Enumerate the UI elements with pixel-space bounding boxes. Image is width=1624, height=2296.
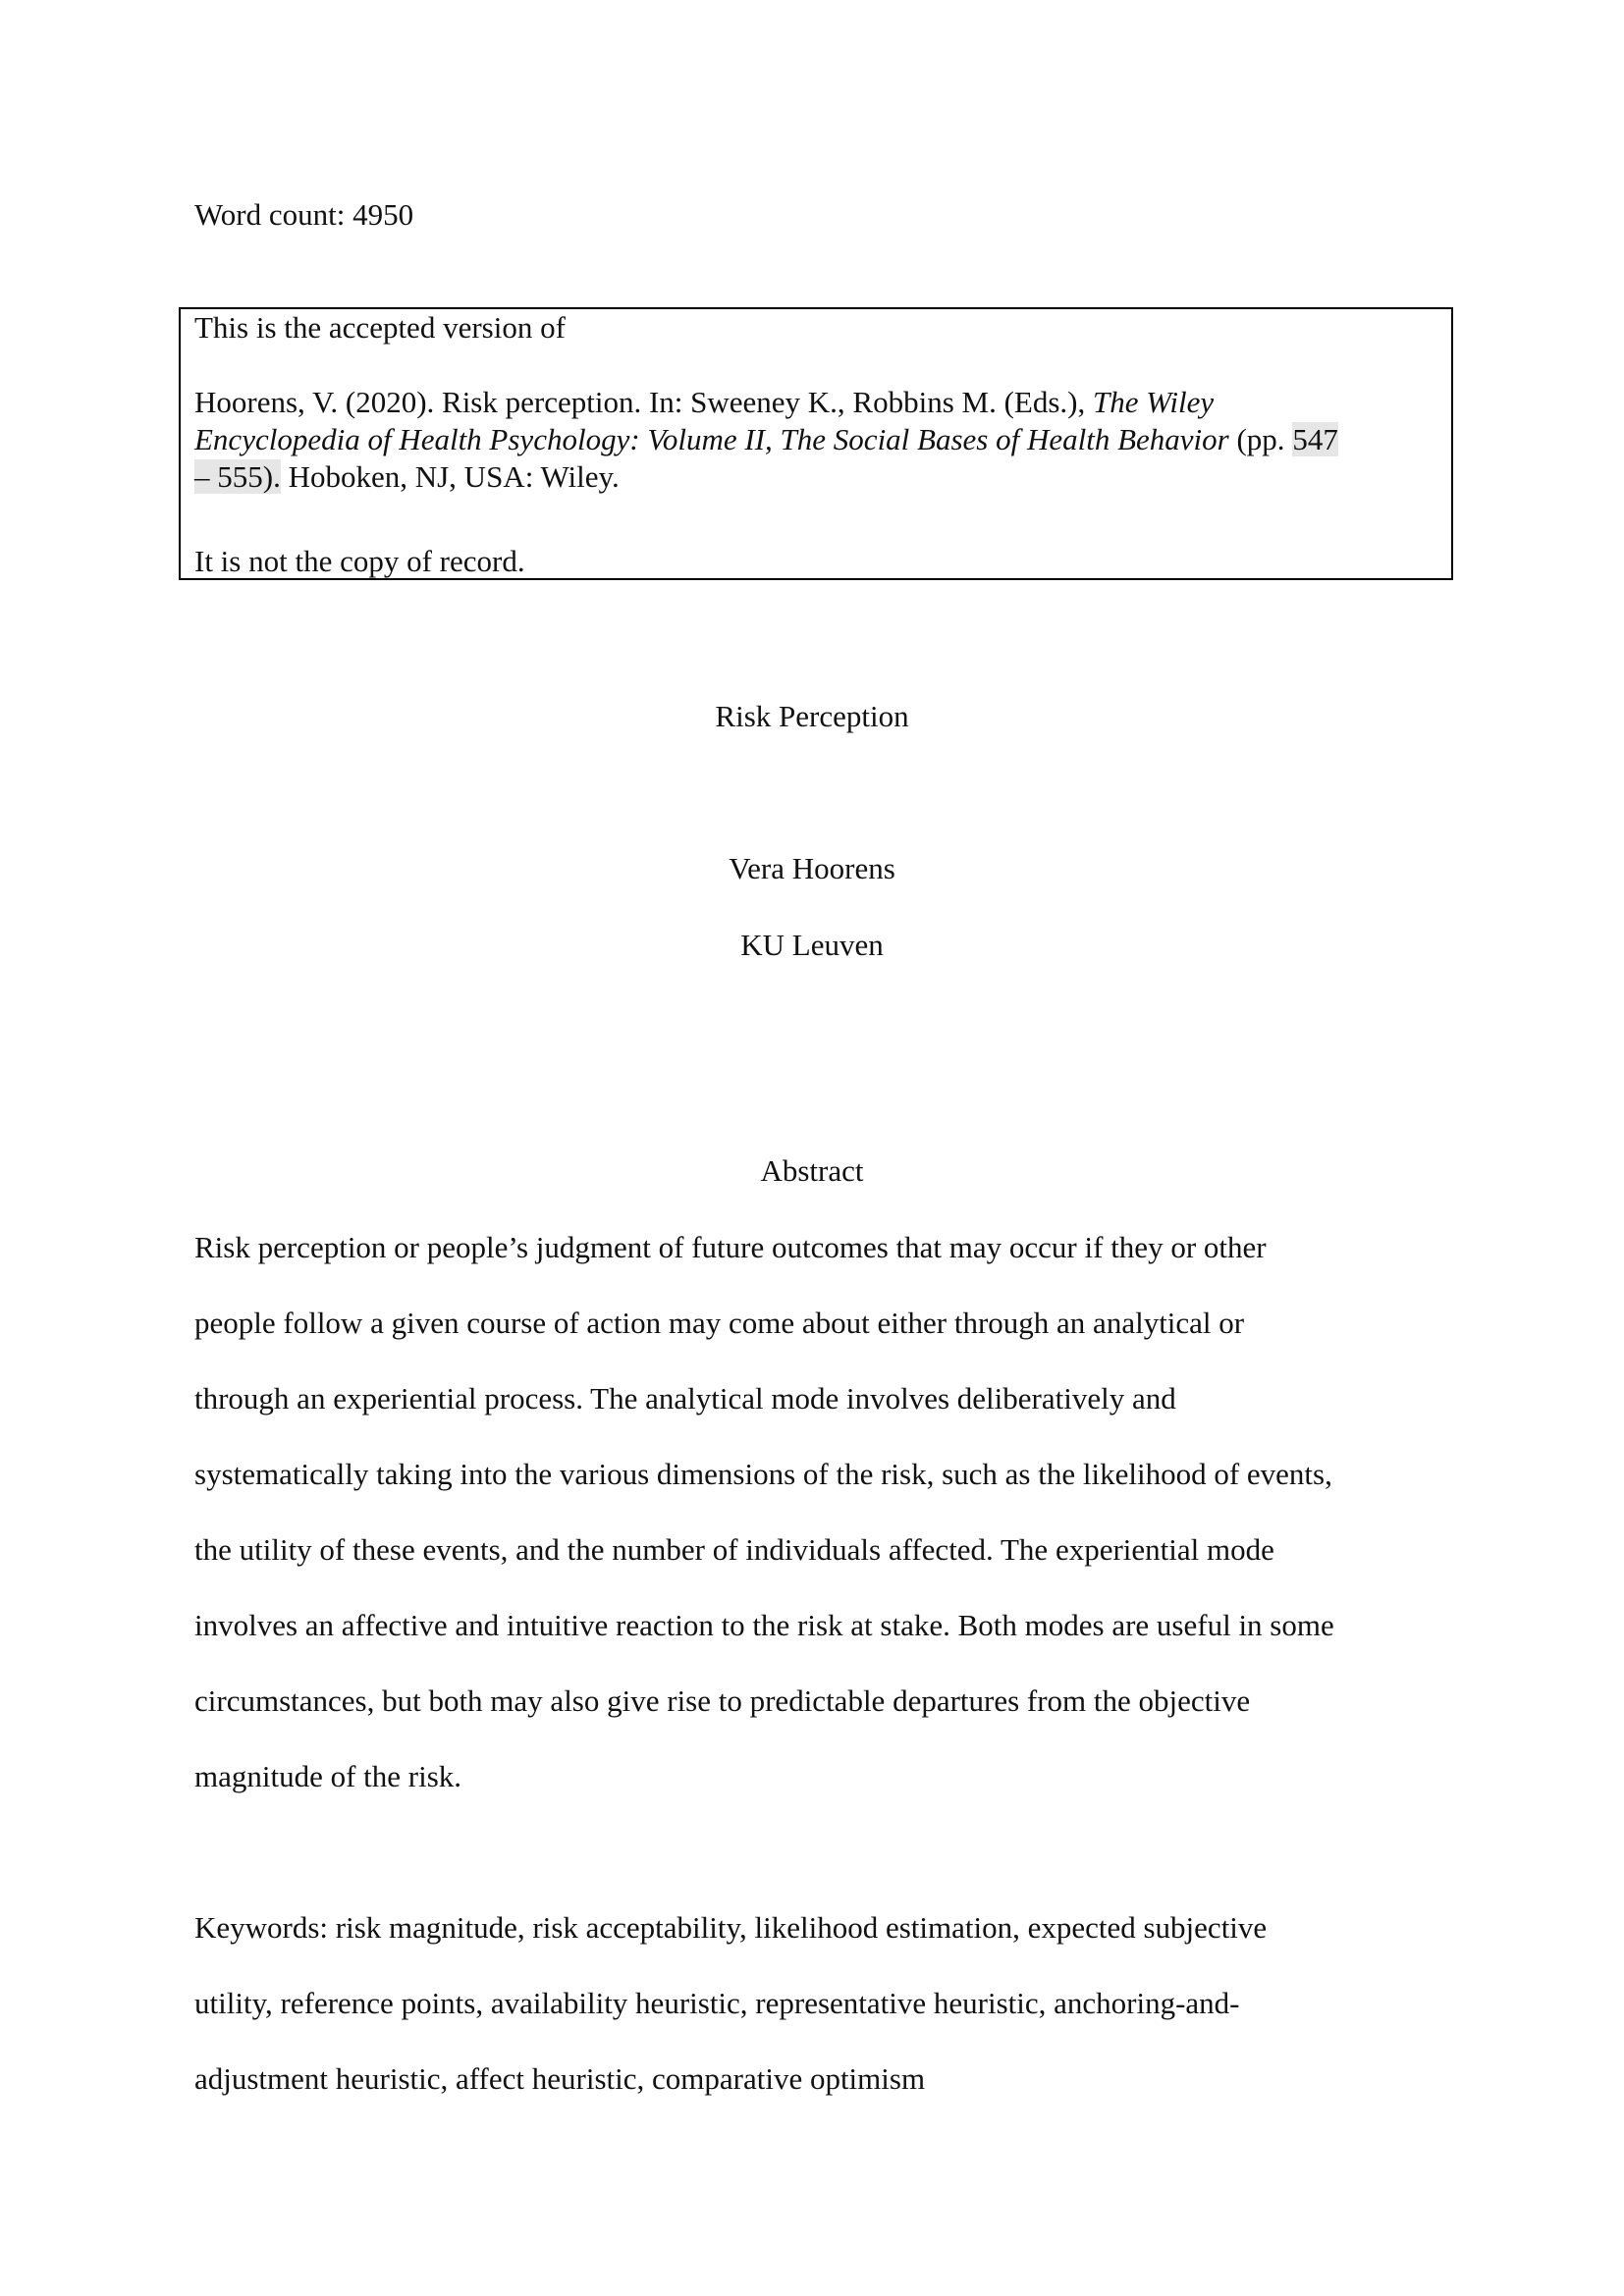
- citation-line-3: [194, 458, 1441, 496]
- citation-book-title-end: Encyclopedia of Health Psychology: Volume II, The Social Bases of Health Behavior: [194, 422, 1229, 456]
- abstract-line: involves an affective and intuitive reaction to the risk at stake. Both modes are useful in some: [194, 1608, 1334, 1642]
- citation-publisher: Hoboken, NJ, USA: Wiley.: [280, 459, 620, 494]
- citation-page-start: 547: [1292, 422, 1338, 456]
- abstract-line: magnitude of the risk.: [194, 1759, 462, 1793]
- citation: [194, 384, 1441, 496]
- author-name: Vera Hoorens: [729, 851, 895, 885]
- keywords-line: Keywords: risk magnitude, risk acceptability, likelihood estimation, expected subjective: [194, 1910, 1268, 1945]
- citation-book-title-start: The Wiley: [1092, 385, 1215, 419]
- abstract-line: Risk perception or people’s judgment of future outcomes that may occur if they or other: [194, 1230, 1267, 1264]
- abstract-line: the utility of these events, and the number of individuals affected. The experiential mode: [194, 1532, 1274, 1567]
- accepted-version-notice: [179, 307, 1453, 580]
- abstract-line: circumstances, but both may also give rise to predictable departures from the objective: [194, 1683, 1251, 1718]
- abstract-heading: Abstract: [760, 1153, 864, 1188]
- citation-page-end: – 555).: [194, 459, 281, 494]
- notice-intro: This is the accepted version of: [194, 310, 566, 345]
- citation-authors: Hoorens, V. (2020). Risk perception. In: Sweeney K., Robbins M. (Eds.),: [194, 385, 1093, 419]
- author-affiliation: KU Leuven: [740, 928, 884, 962]
- paper-title: Risk Perception: [715, 699, 909, 733]
- keywords-line: adjustment heuristic, affect heuristic, comparative optimism: [194, 2061, 926, 2096]
- citation-line-2: [194, 421, 1441, 458]
- abstract-line: through an experiential process. The analytical mode involves deliberatively and: [194, 1381, 1176, 1415]
- abstract-line: people follow a given course of action may come about either through an analytical or: [194, 1306, 1245, 1340]
- citation-line-1: [194, 384, 1441, 421]
- notice-outro: It is not the copy of record.: [194, 544, 525, 578]
- keywords-line: utility, reference points, availability heuristic, representative heuristic, anchoring-and-: [194, 1986, 1240, 2020]
- abstract-line: systematically taking into the various dimensions of the risk, such as the likelihood of events,: [194, 1457, 1332, 1491]
- word-count: Word count: 4950: [194, 197, 414, 232]
- citation-pages-prefix: (pp.: [1228, 422, 1293, 456]
